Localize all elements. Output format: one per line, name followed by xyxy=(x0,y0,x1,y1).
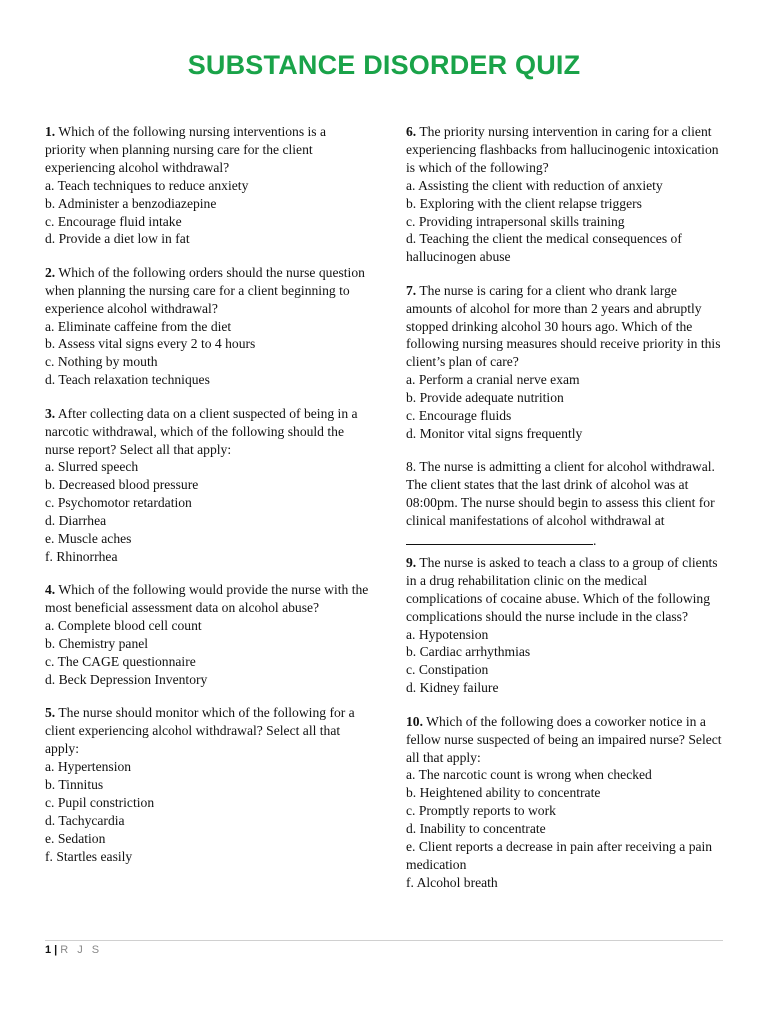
option: b. Cardiac arrhythmias xyxy=(406,644,531,660)
option: c. Pupil constriction xyxy=(45,794,155,810)
question-number: 3. xyxy=(45,405,56,421)
question-1 xyxy=(45,123,370,248)
option: d. Kidney failure xyxy=(406,680,499,696)
question-number: 5. xyxy=(45,705,56,721)
question-4 xyxy=(45,581,370,688)
question-7 xyxy=(406,282,724,443)
question-number: 7. xyxy=(406,282,417,298)
question-number: 1. xyxy=(45,124,56,139)
option: f. Startles easily xyxy=(45,848,133,864)
option: f. Alcohol breath xyxy=(406,874,498,890)
page-footer xyxy=(45,944,102,956)
question-3 xyxy=(45,405,370,566)
option: c. Constipation xyxy=(406,662,489,678)
option: e. Sedation xyxy=(45,830,106,846)
option: a. Perform a cranial nerve exam xyxy=(406,372,580,388)
option: d. Diarrhea xyxy=(45,513,107,529)
question-number: 8. xyxy=(406,459,417,475)
option: d. Beck Depression Inventory xyxy=(45,671,208,687)
option: d. Teach relaxation techniques xyxy=(45,372,210,388)
option: c. Nothing by mouth xyxy=(45,354,158,370)
question-6 xyxy=(406,123,724,266)
question-10 xyxy=(406,713,724,892)
option: e. Client reports a decrease in pain after receiving a pain medication xyxy=(406,839,713,872)
option: f. Rhinorrhea xyxy=(45,548,118,564)
question-5 xyxy=(45,704,370,865)
question-stem: The nurse is admitting a client for alcohol withdrawal. The client states that the last drink of alcohol was at 08:00pm. The nurse should begin to assess this client for clinical manifestations of alcohol withdrawal at xyxy=(406,459,715,529)
question-number: 10. xyxy=(406,713,423,729)
question-8: 8. The nurse is admitting a client for alcohol withdrawal. The client states that the last drink of alcohol was at 08:00pm. The nurse should begin to assess this client for clinical manifestations of alcohol withdrawal at . xyxy=(406,459,715,549)
option: b. Tinnitus xyxy=(45,776,104,792)
option: b. Heightened ability to concentrate xyxy=(406,785,601,801)
option: d. Monitor vital signs frequently xyxy=(406,426,583,441)
question-stem: Which of the following orders should the nurse question when planning the nursing care for a client beginning to experience alcohol withdrawal? xyxy=(45,264,365,316)
option: c. The CAGE questionnaire xyxy=(45,653,196,669)
answer-blank xyxy=(406,530,593,545)
question-stem: Which of the following does a coworker notice in a fellow nurse suspected of being an impaired nurse? Select all that apply: xyxy=(406,713,722,765)
option: a. Assisting the client with reduction of anxiety xyxy=(406,177,663,193)
option: b. Decreased blood pressure xyxy=(45,477,199,493)
page-title: SUBSTANCE DISORDER QUIZ xyxy=(187,50,581,80)
option: a. Eliminate caffeine from the diet xyxy=(45,318,232,334)
question-number: 4. xyxy=(45,582,56,598)
option: a. Slurred speech xyxy=(45,459,139,475)
option: d. Inability to concentrate xyxy=(406,821,546,837)
question-9 xyxy=(406,554,724,697)
option: b. Exploring with the client relapse triggers xyxy=(406,195,642,211)
option: c. Encourage fluids xyxy=(406,408,512,424)
option: d. Tachycardia xyxy=(45,812,125,828)
question-stem: The nurse should monitor which of the following for a client experiencing alcohol withdrawal? Select all that apply: xyxy=(45,705,355,757)
question-stem: The nurse is caring for a client who drank large amounts of alcohol for more than 2 years and abruptly stopped drinking alcohol 30 hours ago. Which of the following nursing measures should receive priority in this client’s plan of care? xyxy=(406,282,721,370)
footer-separator: | xyxy=(54,944,58,956)
question-2 xyxy=(45,264,370,389)
option: b. Administer a benzodiazepine xyxy=(45,195,217,211)
option: b. Provide adequate nutrition xyxy=(406,390,564,406)
option: a. Complete blood cell count xyxy=(45,618,202,634)
author-initials: R J S xyxy=(60,944,103,956)
option: a. Teach techniques to reduce anxiety xyxy=(45,177,249,193)
question-stem: Which of the following nursing interventions is a priority when planning nursing care for the client experiencing alcohol withdrawal? xyxy=(45,124,327,175)
question-stem: The nurse is asked to teach a class to a group of clients in a drug rehabilitation clinic on the medical complications of cocaine abuse. Which of the following complications should the nurse include in the class? xyxy=(406,554,718,624)
option: e. Muscle aches xyxy=(45,531,132,547)
question-number: 2. xyxy=(45,264,56,280)
left-column xyxy=(45,123,370,881)
option: c. Psychomotor retardation xyxy=(45,495,192,511)
option: b. Assess vital signs every 2 to 4 hours xyxy=(45,336,256,352)
option: c. Promptly reports to work xyxy=(406,803,556,819)
question-stem: Which of the following would provide the nurse with the most beneficial assessment data on alcohol abuse? xyxy=(45,582,369,616)
option: a. Hypertension xyxy=(45,759,132,774)
page-number: 1 xyxy=(45,944,52,956)
option: a. Hypotension xyxy=(406,626,489,642)
option: d. Teaching the client the medical consequences of hallucinogen abuse xyxy=(406,231,682,265)
option: c. Encourage fluid intake xyxy=(45,213,182,229)
footer-divider xyxy=(45,940,723,941)
option: d. Provide a diet low in fat xyxy=(45,231,190,247)
question-number: 6. xyxy=(406,124,417,139)
question-number: 9. xyxy=(406,554,417,570)
question-stem: The priority nursing intervention in caring for a client experiencing flashbacks from hallucinogenic intoxication is which of the following? xyxy=(406,124,719,175)
option: c. Providing intrapersonal skills training xyxy=(406,213,625,229)
right-column xyxy=(406,123,724,907)
option: b. Chemistry panel xyxy=(45,636,149,652)
option: a. The narcotic count is wrong when checked xyxy=(406,767,652,783)
question-stem: After collecting data on a client suspected of being in a narcotic withdrawal, which of the following should the nurse report? Select all that apply: xyxy=(45,405,358,457)
